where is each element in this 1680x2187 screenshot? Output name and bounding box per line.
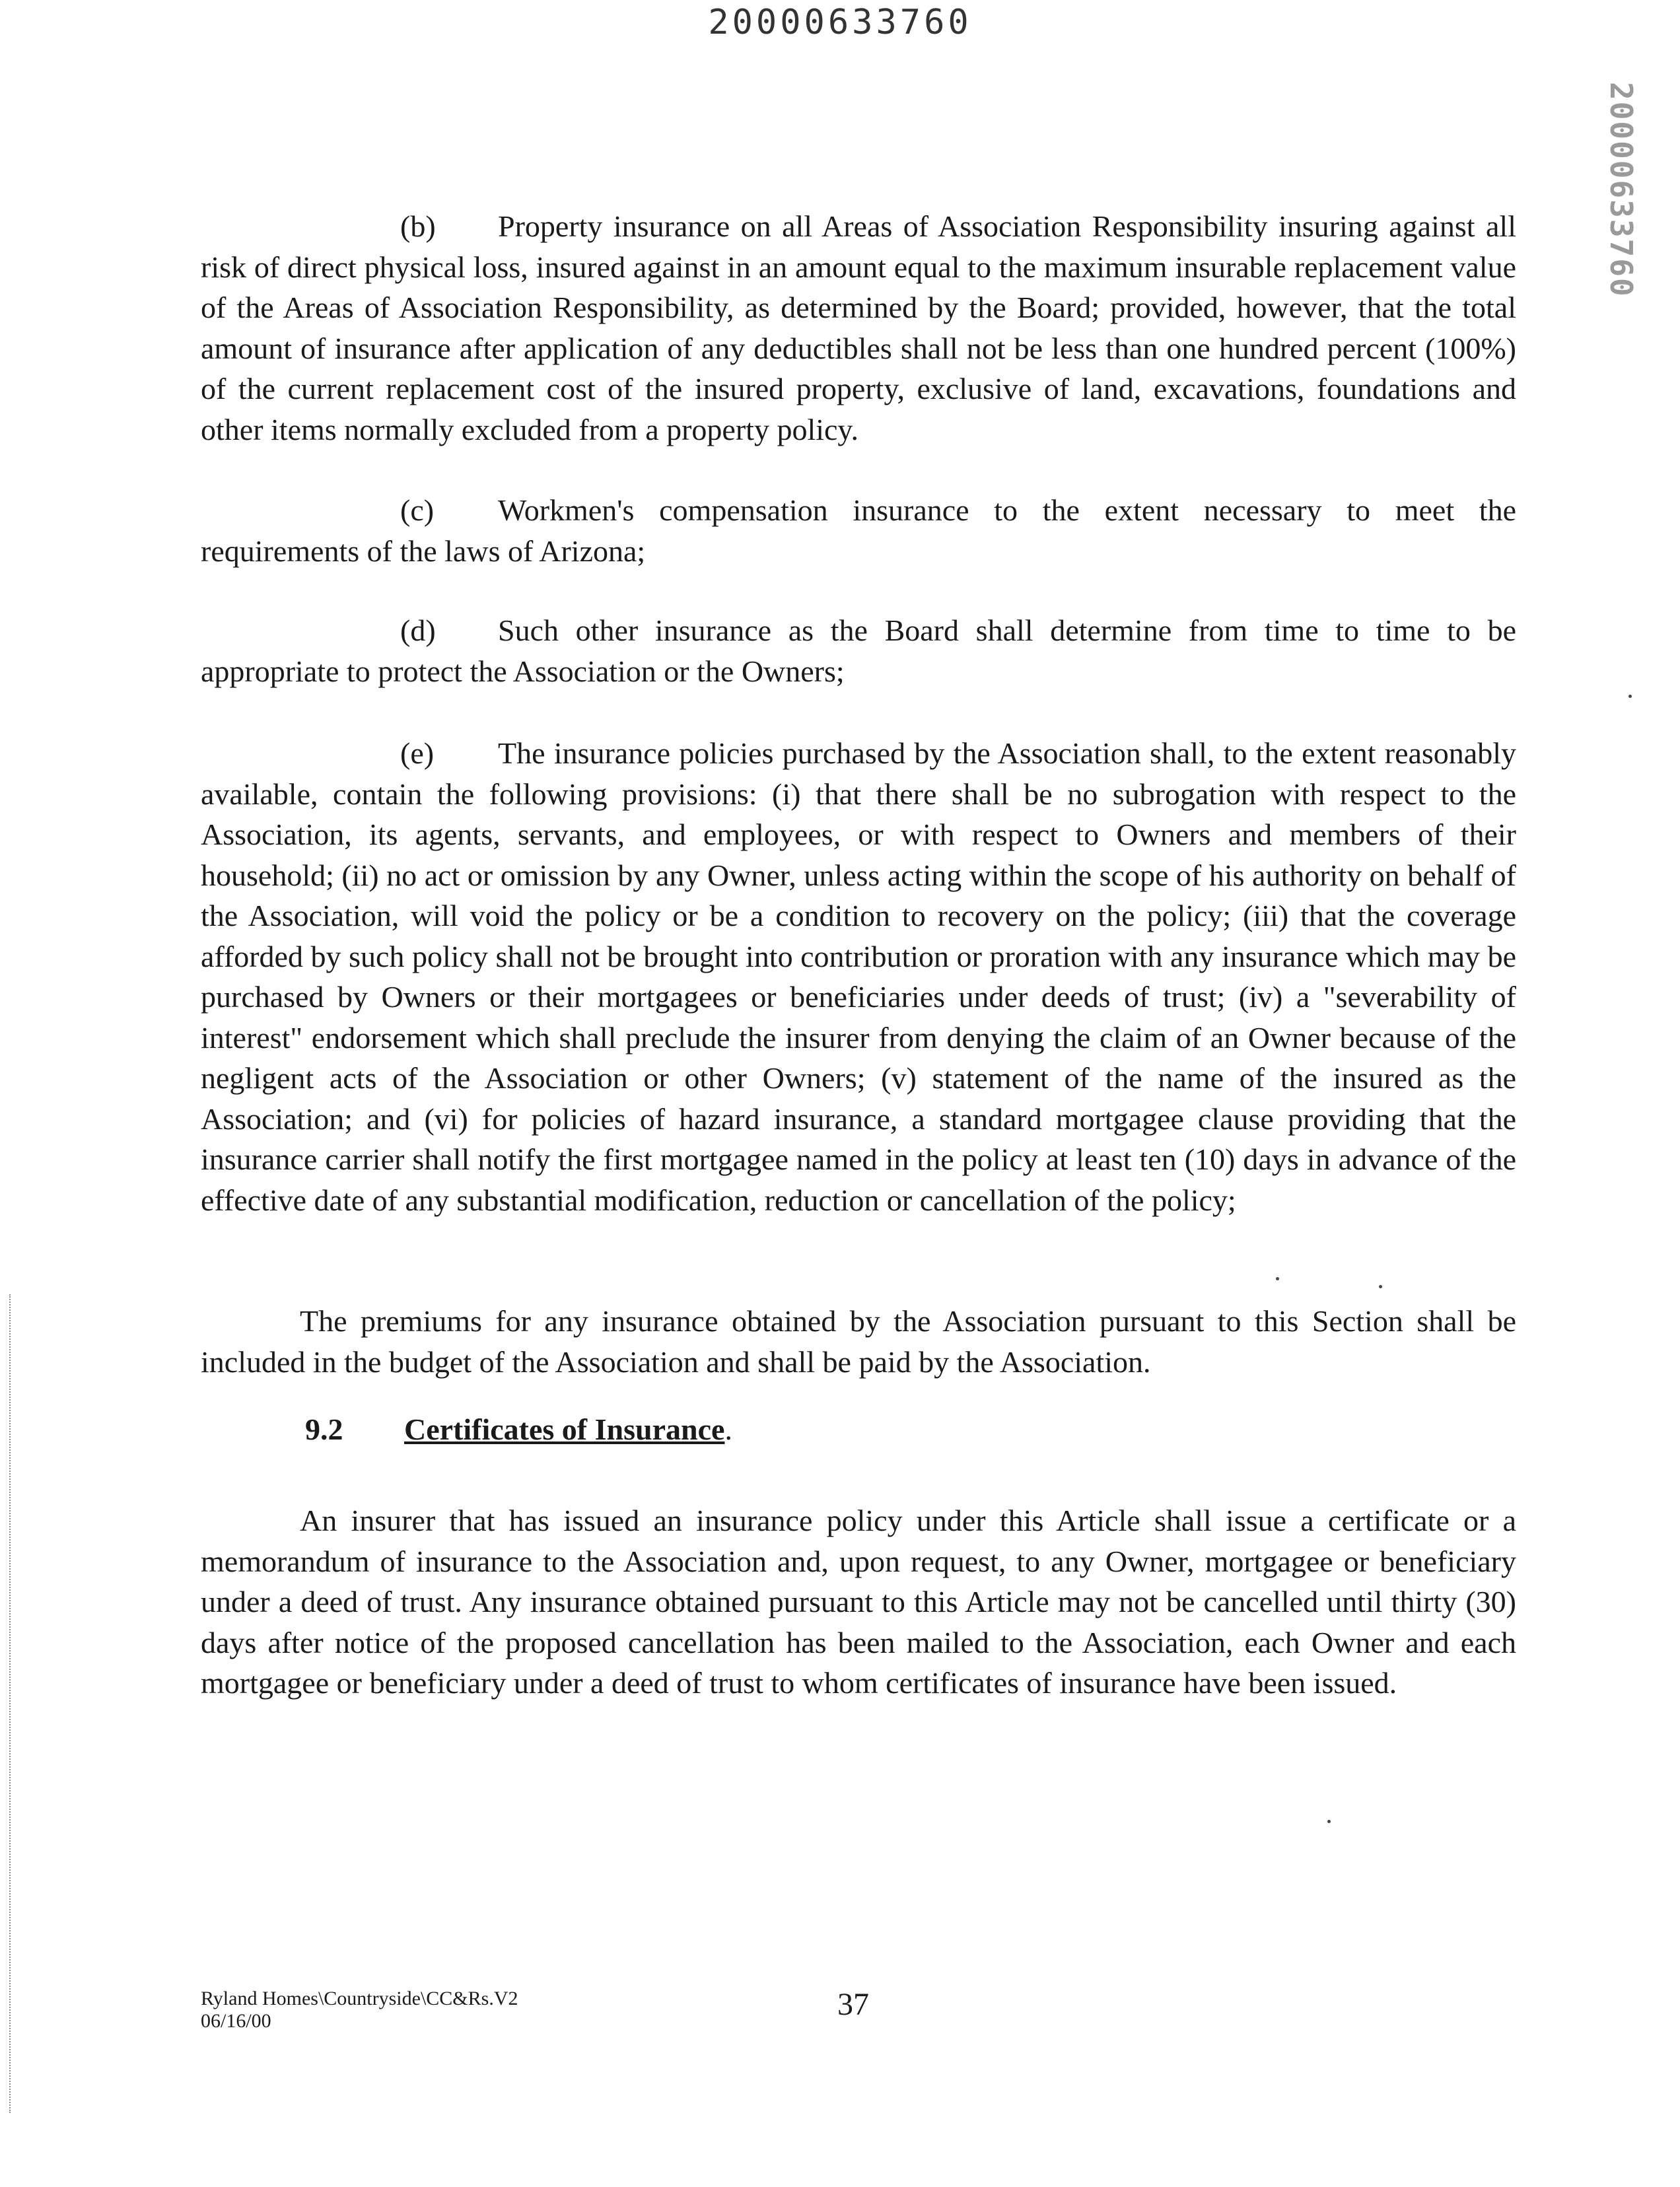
section-title-period: . xyxy=(724,1412,732,1446)
paragraph-d-label: (d) xyxy=(400,613,436,647)
document-body xyxy=(201,206,1516,1804)
section-9-2-paragraph xyxy=(201,1500,1516,1704)
document-number: 20000633760 xyxy=(708,3,972,42)
paragraph-e-text: The insurance policies purchased by the Association shall, to the extent reasonably available, contain the following provisions: (i) that there shall be no subrogation with respect to the Association, its agents, servants, and employees, or with respect to Owners and members of their household; (ii) no act or omission by any Owner, unless acting within the scope of his authority on behalf of the Association, will void the policy or be a condition to recovery on the policy; (iii) that the coverage afforded by such policy shall not be brought into contribution or proration with any insurance which may be purchased by Owners or their mortgagees or beneficiaries under deeds of trust; (iv) a "severability of interest" endorsement which shall preclude the insurer from denying the claim of an Owner because of the negligent acts of the Association or other Owners; (v) statement of the name of the insured as the Association; and (vi) for policies of hazard insurance, a standard mortgagee clause providing that the insurance carrier shall notify the first mortgagee named in the policy at least ten (10) days in advance of the effective date of any substantial modification, reduction or cancellation of the policy; xyxy=(201,736,1516,1217)
footer-date: 06/16/00 xyxy=(201,2010,271,2032)
paragraph-c-text: Workmen's compensation insurance to the extent necessary to meet the requirements of the laws of Arizona; xyxy=(201,493,1516,568)
paragraph-b xyxy=(201,206,1516,450)
paragraph-b-text: Property insurance on all Areas of Association Responsibility insuring against all risk of direct physical loss, insured against in an amount equal to the maximum insurable replacement value of the Areas of Association Responsibility, as determined by the Board; provided, however, that the total amount of insurance after application of any deductibles shall not be less than one hundred percent (100%) of the current replacement cost of the insured property, exclusive of land, excavations, foundations and other items normally excluded from a property policy. xyxy=(201,209,1516,446)
scan-speck xyxy=(1379,1285,1382,1288)
paragraph-e-label: (e) xyxy=(400,736,435,770)
section-number: 9.2 xyxy=(305,1412,343,1446)
paragraph-c xyxy=(201,490,1516,571)
scan-speck xyxy=(1276,1277,1279,1280)
paragraph-d-text: Such other insurance as the Board shall determine from time to time to be appropriate to protect the Association or the Owners; xyxy=(201,613,1516,688)
scan-speck xyxy=(1628,695,1632,698)
section-title: Certificates of Insurance xyxy=(404,1412,725,1446)
paragraph-d xyxy=(201,610,1516,691)
side-stamp-text: 20000633760 xyxy=(1603,82,1639,298)
side-stamp xyxy=(1592,82,1651,306)
section-heading-9-2 xyxy=(305,1412,732,1447)
paragraph-e xyxy=(201,733,1516,1220)
scan-margin-marks xyxy=(9,1294,16,2113)
paragraph-b-label: (b) xyxy=(400,209,436,243)
page-number: 37 xyxy=(837,1987,869,2022)
premiums-paragraph xyxy=(201,1301,1516,1382)
footer-file-info xyxy=(201,1988,518,2032)
section-9-2-text: An insurer that has issued an insurance policy under this Article shall issue a certificate or a memorandum of insurance to the Association and, upon request, to any Owner, mortgagee or beneficiary under a deed of trust. Any insurance obtained pursuant to this Article may not be cancelled until thirty (30) days after notice of the proposed cancellation has been mailed to the Association, each Owner and each mortgagee or beneficiary under a deed of trust to whom certificates of insurance have been issued. xyxy=(201,1504,1516,1700)
scan-speck xyxy=(1327,1820,1331,1823)
paragraph-c-label: (c) xyxy=(400,493,435,527)
premiums-text: The premiums for any insurance obtained by the Association pursuant to this Section shall be included in the budget of the Association and shall be paid by the Association. xyxy=(201,1304,1516,1379)
footer-file-path: Ryland Homes\Countryside\CC&Rs.V2 xyxy=(201,1988,518,2009)
